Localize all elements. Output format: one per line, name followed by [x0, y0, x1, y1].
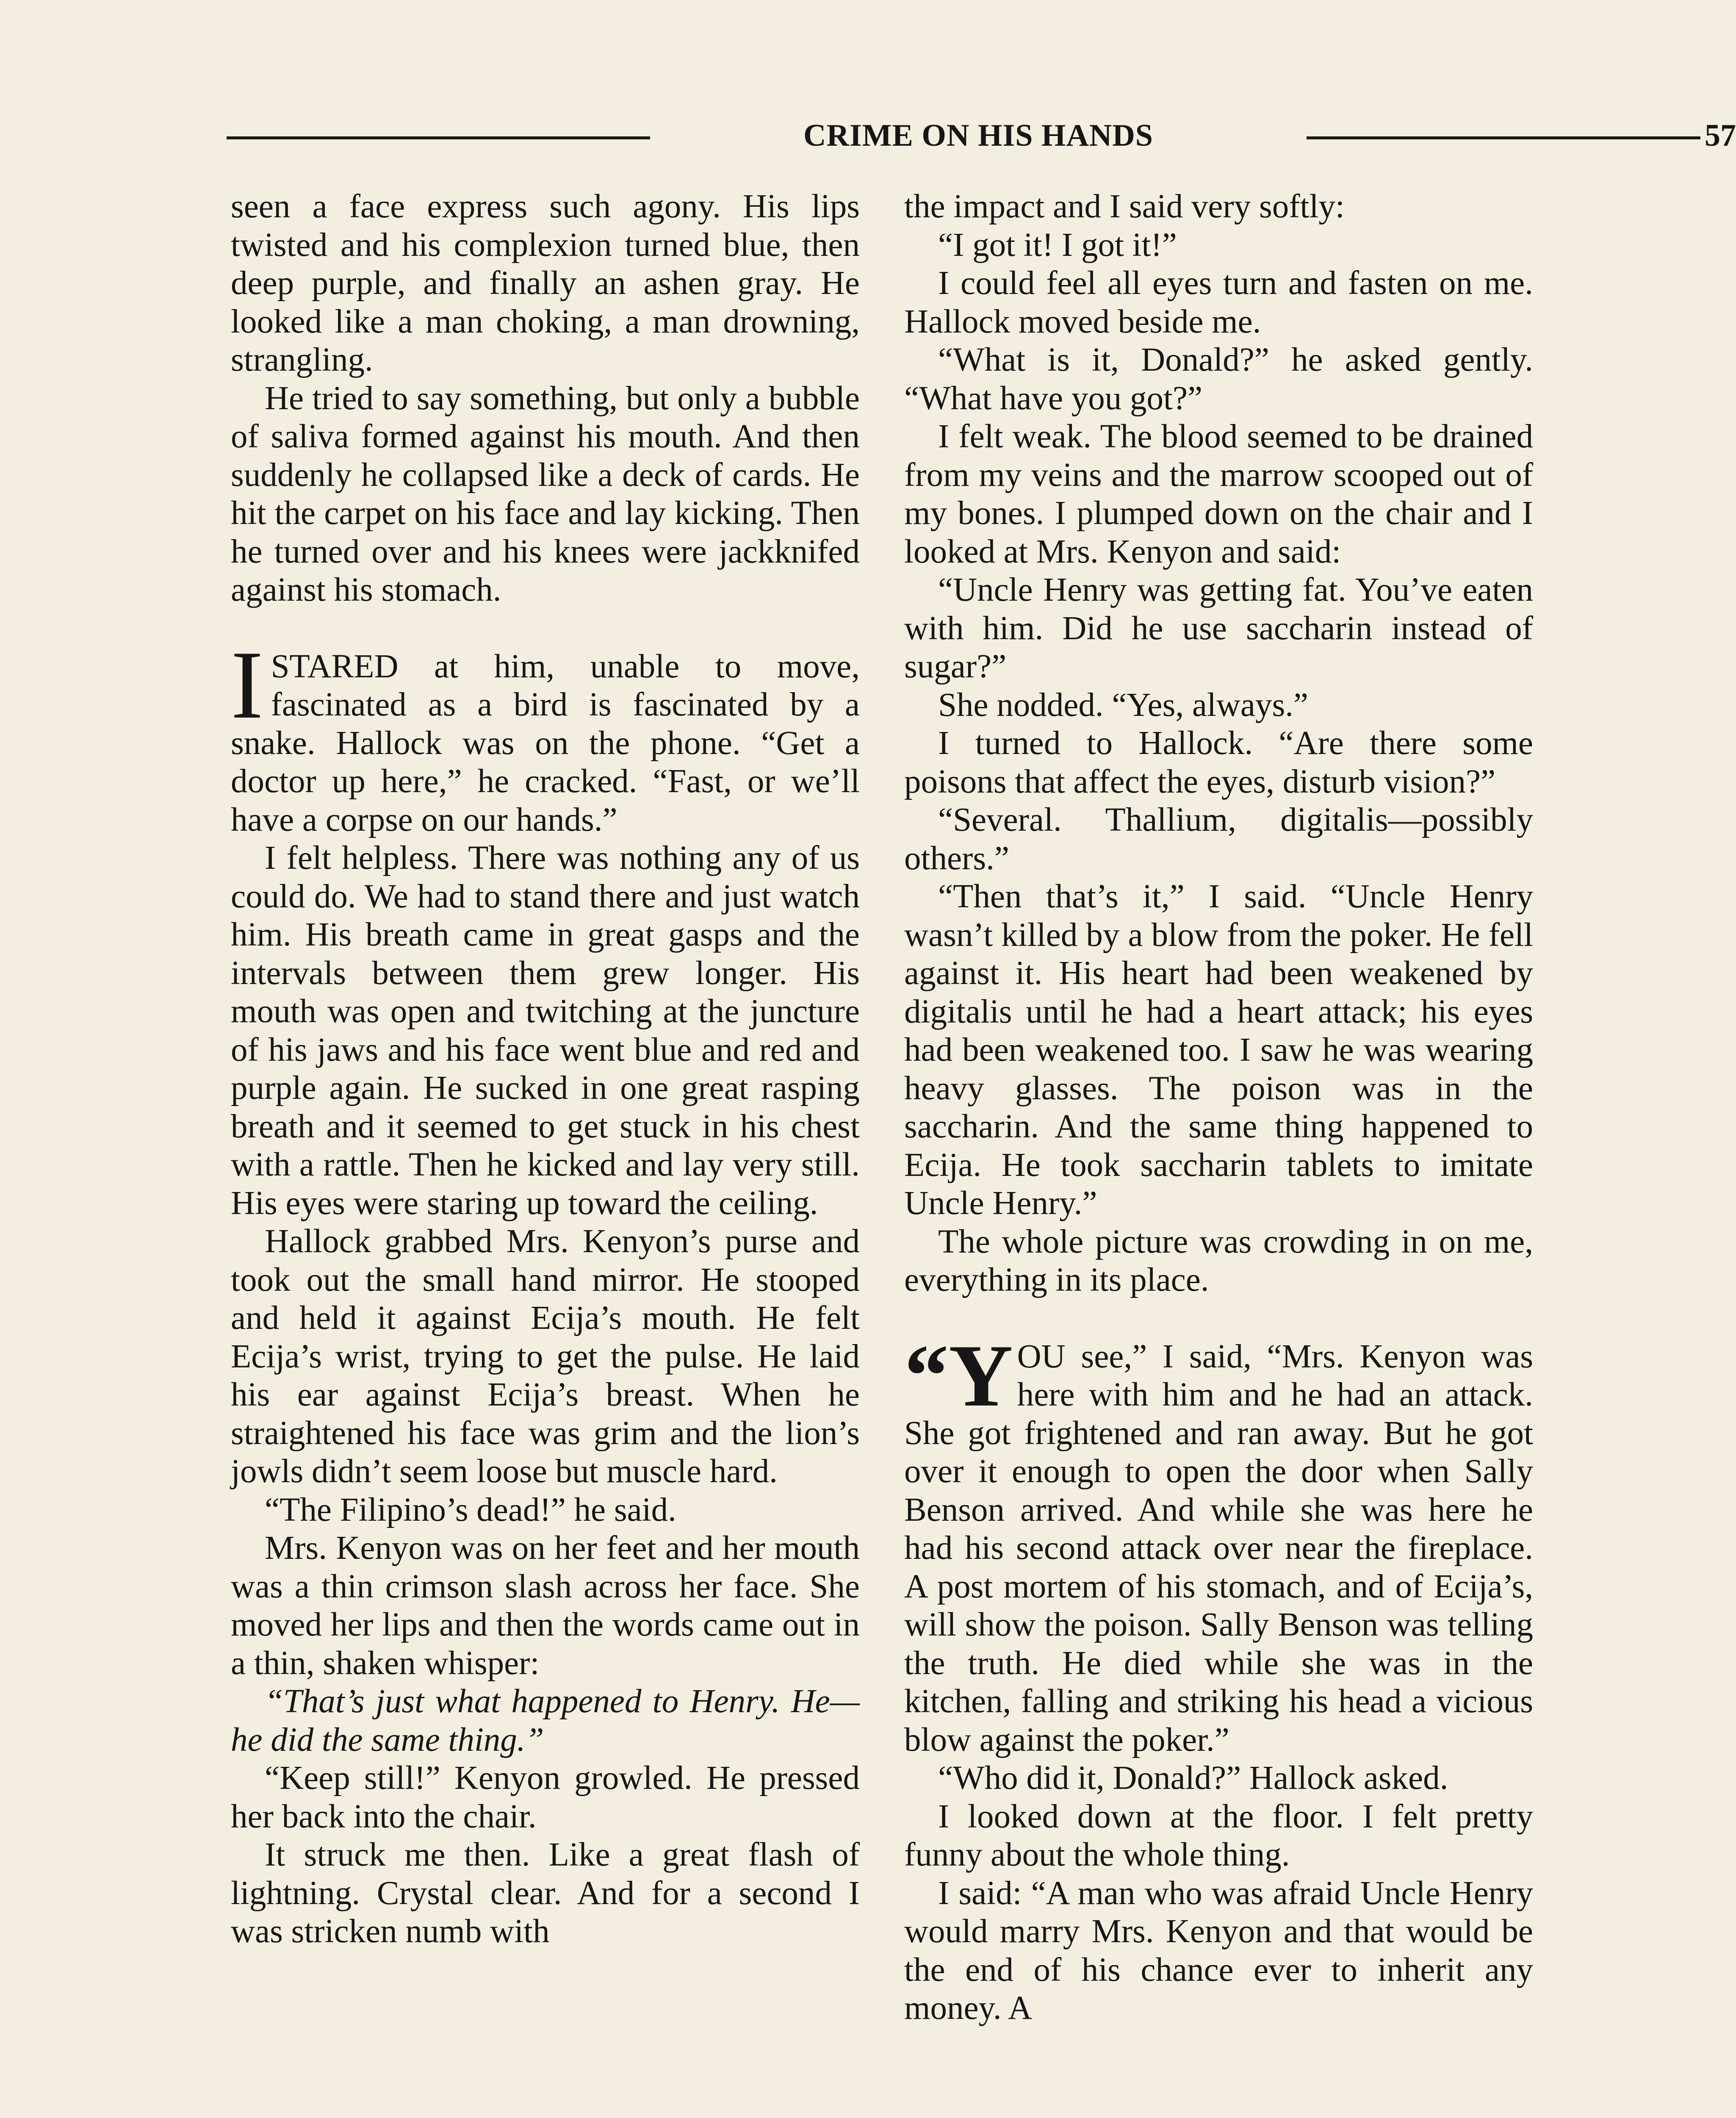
paragraph: I could feel all eyes turn and fasten on me. Hallock moved beside me.: [904, 265, 1533, 340]
paragraph: “What is it, Donald?” he asked gently. “What have you got?”: [904, 341, 1533, 417]
paragraph: I said: “A man who was afraid Uncle Henry would marry Mrs. Kenyon and that would be the end of his chance ever to inherit any money. A: [904, 1874, 1533, 2027]
paragraph: “Several. Thallium, digitalis—possibly others.”: [904, 801, 1533, 877]
paragraph: I felt helpless. There was nothing any of us could do. We had to stand there and just watch him. His breath came in great gasps and the intervals between them grew longer. His mouth was open and twitching at the juncture of his jaws and his face went blue and red and purple again. He sucked in one great rasping breath and it seemed to get stuck in his chest with a rattle. Then he kicked and lay very still. His eyes were staring up toward the ceiling.: [231, 840, 860, 1222]
paragraph: It struck me then. Like a great flash of lightning. Crystal clear. And for a second I was stricken numb with: [231, 1836, 860, 1950]
italic-quote: “That’s just what happened to Henry. He—he did the same thing.”: [231, 1683, 860, 1758]
page-number: 57: [1705, 118, 1736, 153]
running-header: [227, 114, 1736, 157]
drop-cap: I: [231, 630, 263, 739]
paragraph: I looked down at the floor. I felt pretty funny about the whole thing.: [904, 1798, 1533, 1873]
paragraph: She nodded. “Yes, always.”: [938, 686, 1309, 724]
paragraph: “Who did it, Donald?” Hallock asked.: [938, 1760, 1448, 1796]
paragraph: I turned to Hallock. “Are there some poisons that affect the eyes, disturb vision?”: [904, 725, 1533, 800]
paragraph: I felt weak. The blood seemed to be drained from my veins and the marrow scooped out of my bones. I plumped down on the chair and I looked at Mrs. Kenyon and said:: [904, 418, 1533, 570]
paragraph: Mrs. Kenyon was on her feet and her mouth was a thin crimson slash across her face. She moved her lips and then the words came out in a thin, shaken whisper:: [231, 1530, 860, 1682]
section-paragraph: [904, 1326, 1533, 1760]
paragraph: “The Filipino’s dead!” he said.: [265, 1491, 676, 1528]
paragraph: “I got it! I got it!”: [938, 226, 1177, 263]
header-rule-left: [227, 136, 650, 139]
paragraph: “Keep still!” Kenyon growled. He pressed her back into the chair.: [231, 1760, 860, 1835]
story-title: CRIME ON HIS HANDS: [803, 118, 1153, 153]
section-paragraph: [231, 630, 860, 840]
header-rule-right: [1307, 136, 1700, 139]
paragraph: the impact and I said very softly:: [904, 188, 1345, 225]
paragraph: “Then that’s it,” I said. “Uncle Henry wasn’t killed by a blow from the poker. He fell against it. His heart had been weakened by digitalis until he had a heart attack; his eyes had been weakened too. I saw he was wearing heavy glasses. The poison was in the saccharin. And the same thing happened to Ecija. He took saccharin tablets to imitate Uncle Henry.”: [904, 878, 1533, 1222]
right-column: [904, 188, 1533, 2028]
paragraph: “Uncle Henry was getting fat. You’ve eaten with him. Did he use saccharin instead of sugar?”: [904, 571, 1533, 685]
paragraph: seen a face express such agony. His lips twisted and his complexion turned blue, then deep purple, and finally an ashen gray. He looked like a man choking, a man drowning, strangling.: [231, 188, 860, 378]
paragraph: The whole picture was crowding in on me, everything in its place.: [904, 1223, 1533, 1298]
drop-cap: “Y: [904, 1326, 1013, 1425]
paragraph-text: STARED at him, unable to move, fascinated as a bird is fascinated by a snake. Hallock was on the phone. “Get a doctor up here,” he cracked. “Fast, or we’ll have a corpse on our hands.”: [231, 648, 860, 838]
paragraph-text: OU see,” I said, “Mrs. Kenyon was here with him and he had an attack. She got frightened and ran away. But he got over it enough to open the door when Sally Benson arrived. And while she was here he had his second attack over near the fireplace. A post mortem of his stomach, and of Ecija’s, will show the poison. Sally Benson was telling the truth. He died while she was in the kitchen, falling and striking his head a vicious blow against the poker.”: [904, 1338, 1533, 1758]
left-column: [231, 188, 860, 1951]
paragraph: He tried to say something, but only a bubble of saliva formed against his mouth. And then suddenly he collapsed like a deck of cards. He hit the carpet on his face and lay kicking. Then he turned over and his knees were jackknifed against his stomach.: [231, 380, 860, 608]
paragraph: Hallock grabbed Mrs. Kenyon’s purse and took out the small hand mirror. He stooped and held it against Ecija’s mouth. He felt Ecija’s wrist, trying to get the pulse. He laid his ear against Ecija’s breast. When he straightened his face was grim and the lion’s jowls didn’t seem loose but muscle hard.: [231, 1223, 860, 1490]
